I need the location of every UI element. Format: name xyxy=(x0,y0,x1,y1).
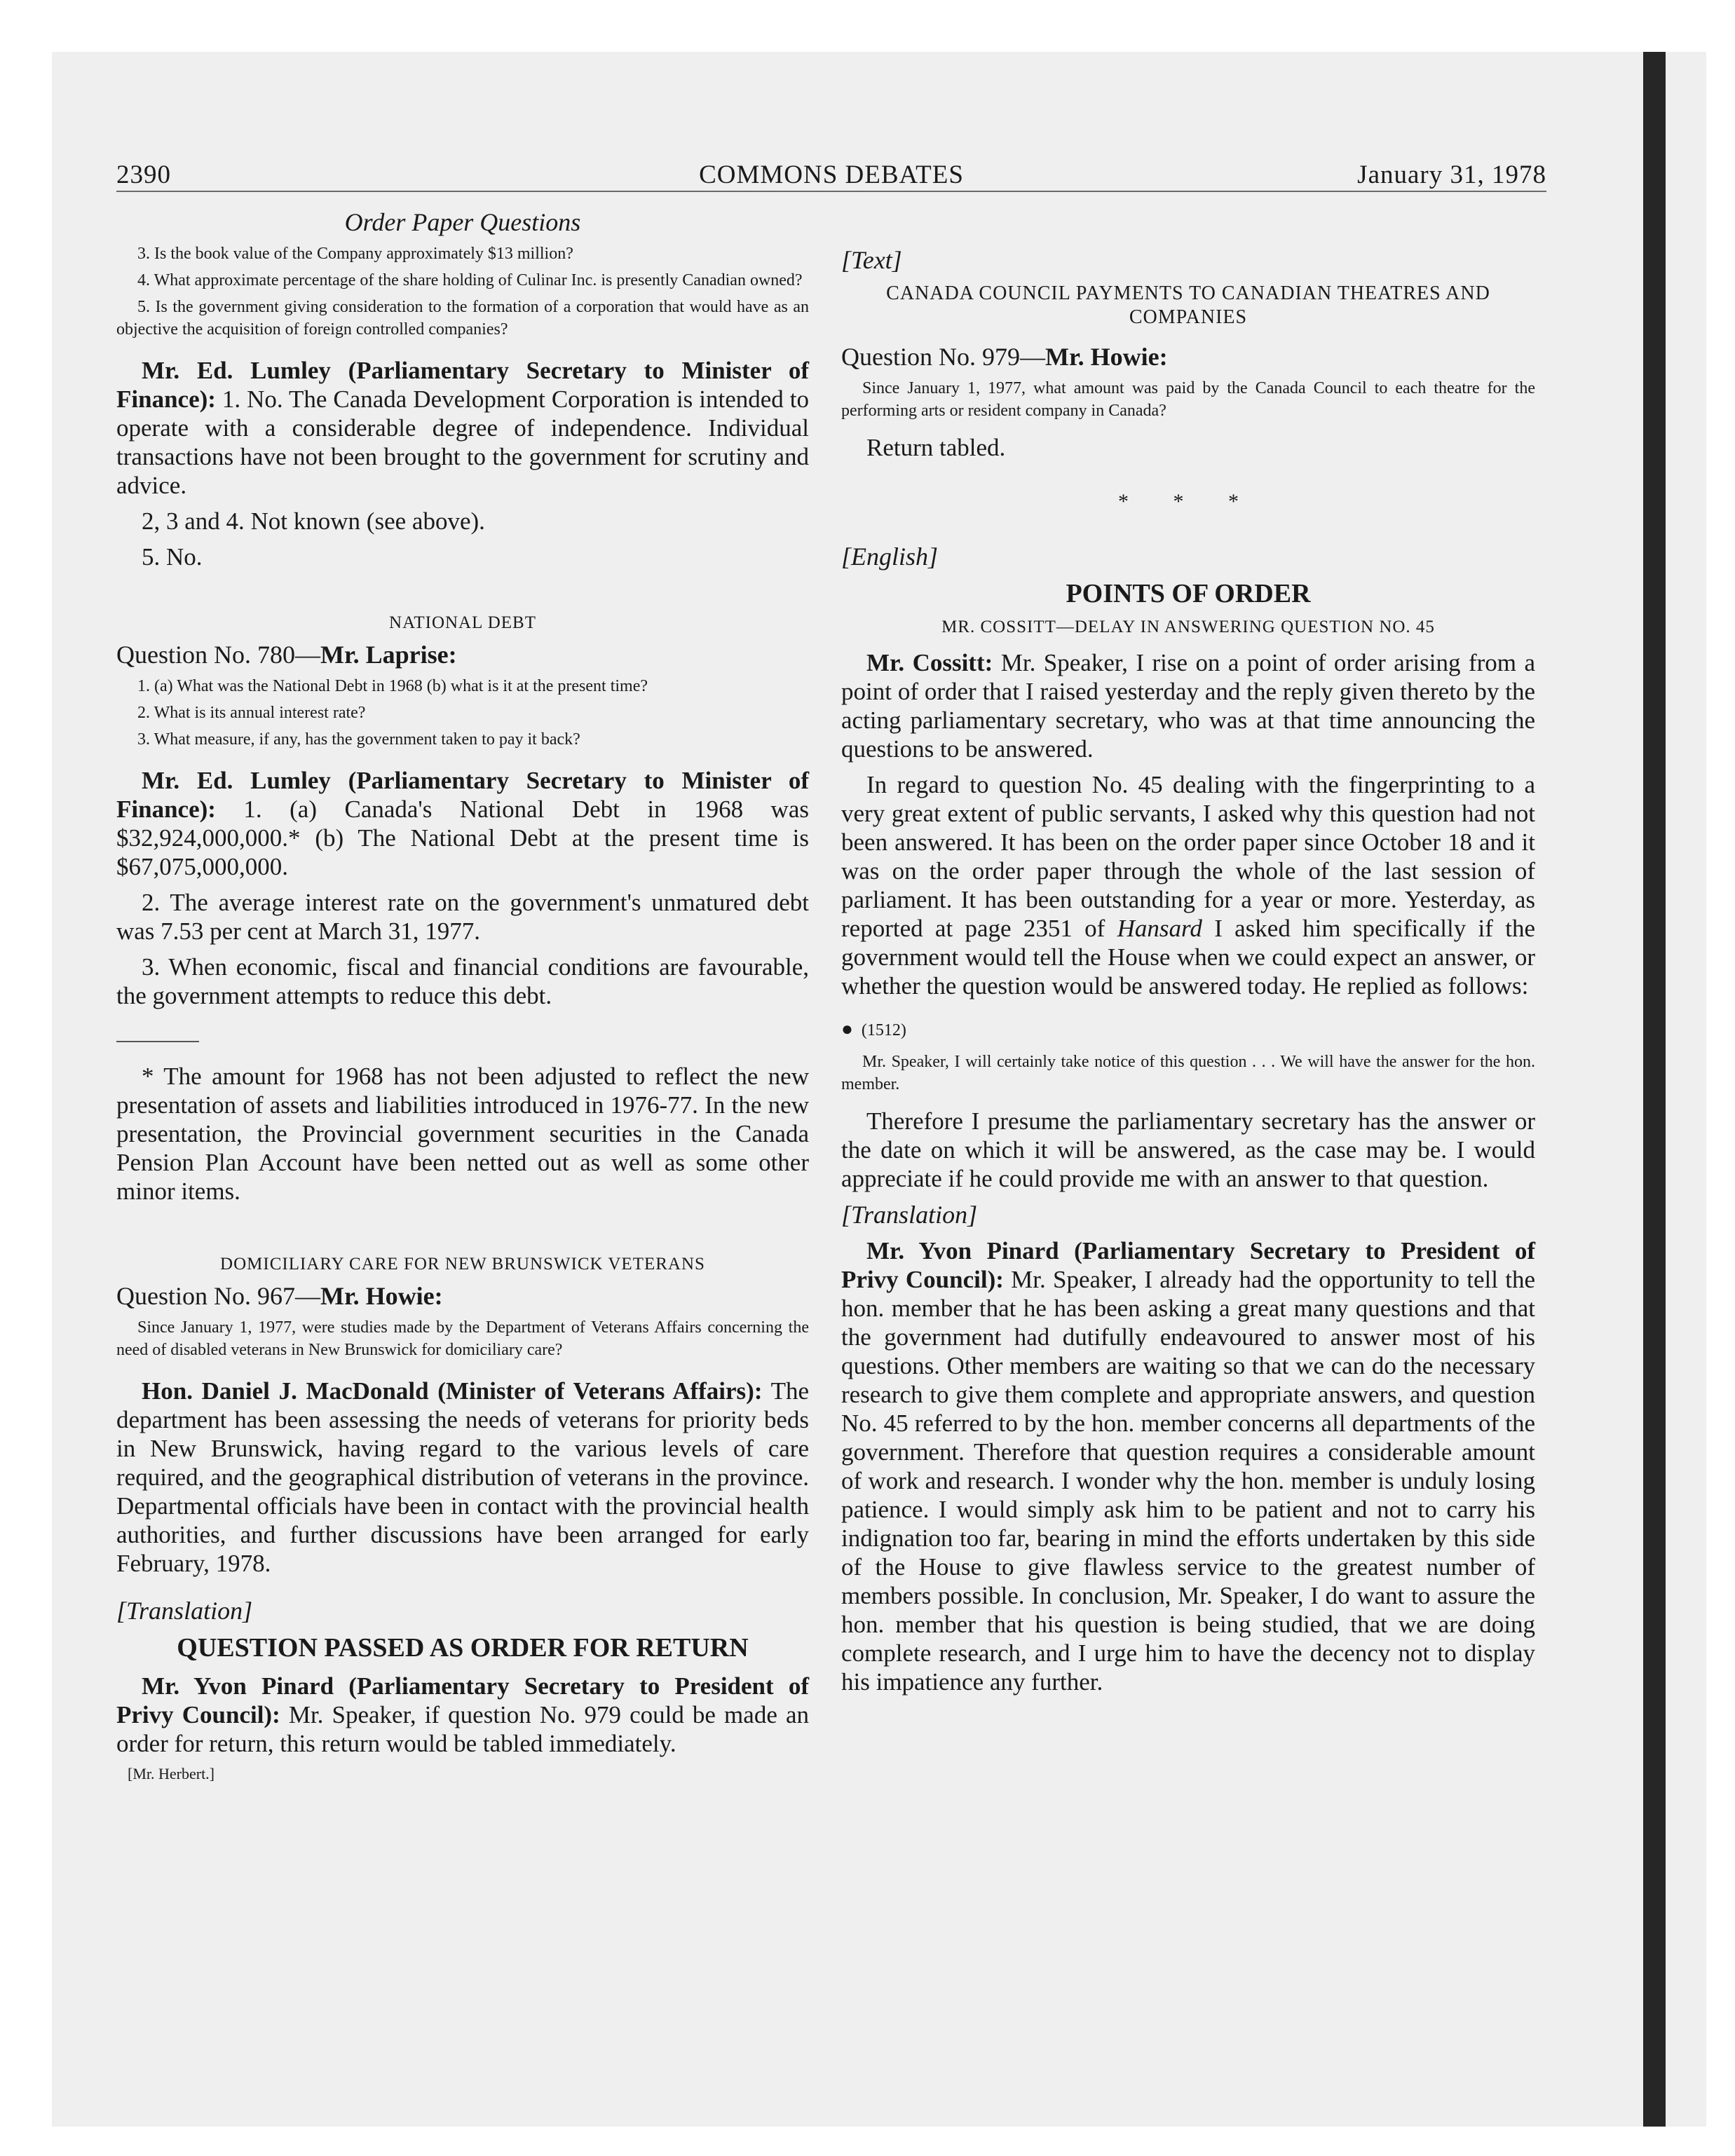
question-number: Question No. 780— xyxy=(116,641,320,669)
answer-paragraph: 3. When economic, fiscal and financial conditions are favourable, the government attempts to reduce this debt. xyxy=(116,953,809,1009)
answer-paragraph: 5. No. xyxy=(142,543,203,571)
page-edge-shadow xyxy=(1643,52,1666,2127)
question-line xyxy=(116,640,809,669)
return-tabled: Return tabled. xyxy=(866,434,1006,461)
answer-text: The department has been assessing the needs of veterans for priority beds in New Brunswick, having regard to the various levels of care required, and the geographical distribution of veterans in the province. Departmental officials have been in contact with the provincial health authorities, and further discussions have been arranged for early February, 1978. xyxy=(116,1377,809,1577)
section-separator: * * * xyxy=(1118,490,1258,513)
answer-paragraph xyxy=(116,1672,809,1758)
speech-paragraph xyxy=(841,1236,1535,1696)
answer-text: 1. No. The Canada Development Corporation is intended to operate with a considerable degree of independence. Individual transactions have not been brought to the government for scrutiny and advice. xyxy=(116,386,809,499)
time-marker: ● (1512) xyxy=(841,1018,906,1040)
right-column xyxy=(841,245,1535,1703)
quoted-text: Mr. Speaker, I will certainly take notice of this question . . . We will have the answer for the hon. member. xyxy=(841,1053,1535,1093)
speaker-name: Mr. Ed. Lumley (Parliamentary Secretary to Minister of Finance): xyxy=(116,357,809,413)
english-label: [English] xyxy=(841,543,939,571)
question-text: Since January 1, 1977, were studies made by the Department of Veterans Affairs concerning the need of disabled veterans in New Brunswick for domiciliary care? xyxy=(116,1318,809,1359)
question-line xyxy=(116,1281,809,1311)
page-date: January 31, 1978 xyxy=(1357,161,1546,189)
speech-paragraph xyxy=(841,770,1535,1000)
subject-heading: CANADA COUNCIL PAYMENTS TO CANADIAN THEATRES AND COMPANIES xyxy=(886,282,1490,328)
header-rule xyxy=(116,191,1546,192)
question-number: Question No. 979— xyxy=(841,343,1045,371)
page-number: 2390 xyxy=(116,161,171,189)
answer-paragraph xyxy=(116,356,809,500)
answer-paragraph: 2. The average interest rate on the government's unmatured debt was 7.53 per cent at March 31, 1977. xyxy=(116,889,809,945)
speech-paragraph: Therefore I presume the parliamentary secretary has the answer or the date on which it will be answered, as the case may be. I would appreciate if he could provide me with an answer to that question. xyxy=(841,1107,1535,1192)
speaker-name: Mr. Yvon Pinard (Parliamentary Secretary to President of Privy Council): xyxy=(841,1237,1535,1293)
section-heading: QUESTION PASSED AS ORDER FOR RETURN xyxy=(177,1633,749,1663)
speaker-name: Mr. Ed. Lumley (Parliamentary Secretary to Minister of Finance): xyxy=(116,767,809,823)
footnote: * The amount for 1968 has not been adjusted to reflect the new presentation of assets and liabilities introduced in 1976-77. In the new presentation, the Provincial government securities in the Canada Pension Plan Account have been netted out as well as some other minor items. xyxy=(116,1063,809,1205)
bullet-icon: ● xyxy=(841,1018,853,1040)
speech-text: Mr. Speaker, I rise on a point of order arising from a point of order that I raised yesterday and the reply given thereto by the acting parliamentary secretary, who was at that time announcing the questions to be answered. xyxy=(841,649,1535,763)
question-line xyxy=(841,342,1535,371)
member-name: Mr. Howie: xyxy=(320,1282,443,1310)
member-name: Mr. Laprise: xyxy=(320,641,457,669)
translation-label: [Translation] xyxy=(841,1201,978,1229)
answer-paragraph: 2, 3 and 4. Not known (see above). xyxy=(142,507,485,535)
question-item: 5. Is the government giving consideration to the formation of a corporation that would have as an objective the acquisition of foreign controlled companies? xyxy=(116,298,809,339)
speaker-name: Mr. Cossitt: xyxy=(866,649,993,676)
publication-title: COMMONS DEBATES xyxy=(699,161,964,189)
answer-text: Mr. Speaker, if question No. 979 could be made an order for return, this return would be tabled immediately. xyxy=(116,1701,809,1757)
member-name: Mr. Howie: xyxy=(1045,343,1168,371)
question-item: 4. What approximate percentage of the share holding of Culinar Inc. is presently Canadian owned? xyxy=(137,271,803,289)
subject-heading: NATIONAL DEBT xyxy=(389,613,536,632)
question-item: 2. What is its annual interest rate? xyxy=(137,704,366,722)
hansard-reference: Hansard xyxy=(1117,915,1202,942)
section-title: Order Paper Questions xyxy=(344,208,581,236)
speaker-reference: [Mr. Herbert.] xyxy=(128,1765,215,1782)
question-item: 3. Is the book value of the Company approximately $13 million? xyxy=(137,245,573,263)
question-text: Since January 1, 1977, what amount was paid by the Canada Council to each theatre for the performing arts or resident company in Canada? xyxy=(841,379,1535,420)
text-label: [Text] xyxy=(841,246,902,274)
subject-heading: DOMICILIARY CARE FOR NEW BRUNSWICK VETERANS xyxy=(220,1255,705,1274)
question-number: Question No. 967— xyxy=(116,1282,320,1310)
page-header xyxy=(116,160,1546,193)
answer-paragraph xyxy=(116,766,809,881)
subject-heading: MR. COSSITT—DELAY IN ANSWERING QUESTION NO. 45 xyxy=(941,618,1435,636)
speaker-name: Mr. Yvon Pinard (Parliamentary Secretary to President of Privy Council): xyxy=(116,1672,809,1728)
answer-text: 1. (a) Canada's National Debt in 1968 was $32,924,000,000.* (b) The National Debt at the present time is $67,075,000,000. xyxy=(116,796,809,880)
speech-paragraph xyxy=(841,648,1535,763)
speaker-name: Hon. Daniel J. MacDonald (Minister of Veterans Affairs): xyxy=(142,1377,763,1405)
question-item: 3. What measure, if any, has the government taken to pay it back? xyxy=(137,730,580,749)
translation-label: [Translation] xyxy=(116,1597,253,1625)
question-item: 1. (a) What was the National Debt in 1968 (b) what is it at the present time? xyxy=(137,677,648,695)
section-heading: POINTS OF ORDER xyxy=(1066,579,1311,608)
speech-text: In regard to question No. 45 dealing with the fingerprinting to a very great extent of public servants, I asked why this question had not been answered. It has been on the order paper since October 18 and it was on the order paper through the whole of the last session of parliament. It has been outstanding for a year or more. Yesterday, as reported at page 2351 of xyxy=(841,771,1535,942)
footnote-rule xyxy=(116,1041,199,1042)
left-column xyxy=(116,207,809,1783)
speech-text: Mr. Speaker, I already had the opportunity to tell the hon. member that he has been asking a great many questions and that the government had dutifully endeavoured to answer most of his questions. Other members are waiting so that we can do the necessary research to give them complete and appropriate answers, and question No. 45 referred to by the hon. member concerns all departments of the government. Therefore that question requires a considerable amount of work and research. I wonder why the hon. member is unduly losing patience. I would simply ask him to be patient and not to carry his indignation too far, bearing in mind the efforts undertaken by this side of the House to give flawless service to the greatest number of members possible. In conclusion, Mr. Speaker, I do want to assure the hon. member that his question is being studied, that we are doing complete research, and I urge him to have the decency not to display his impatience any further. xyxy=(841,1266,1535,1696)
answer-paragraph xyxy=(116,1377,809,1578)
speech-text: I asked him specifically if the government would tell the House when we could expect an answer, or whether the question would be answered today. He replied as follows: xyxy=(841,915,1535,999)
